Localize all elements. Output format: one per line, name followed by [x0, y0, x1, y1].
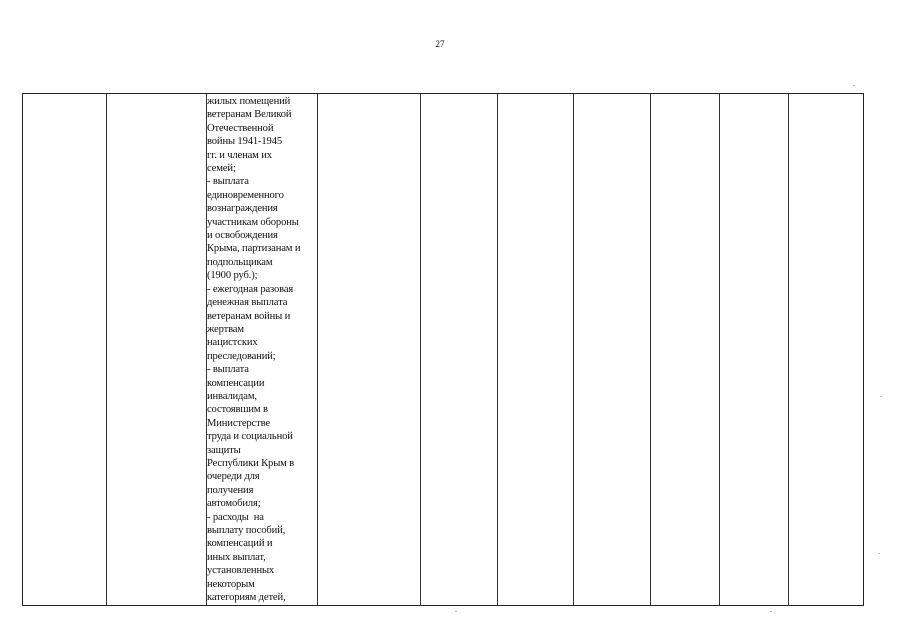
- cell-text-line: состоявшим в: [207, 404, 268, 416]
- data-table: [22, 93, 864, 606]
- column-divider-3: [317, 94, 318, 605]
- cell-text-line: - расходы на: [207, 511, 264, 523]
- column-divider-9: [788, 94, 789, 605]
- cell-text-line: участникам обороны: [207, 216, 299, 228]
- cell-text-line: Министерстве: [207, 417, 270, 429]
- cell-text-line: вознаграждения: [207, 203, 278, 215]
- cell-text-line: единовременного: [207, 189, 284, 201]
- column-divider-7: [650, 94, 651, 605]
- scan-speck: [455, 611, 457, 612]
- scan-speck: [853, 85, 855, 86]
- cell-text-line: нацистских: [207, 337, 258, 349]
- cell-text-line: и освобождения: [207, 230, 278, 242]
- cell-text-line: (1900 руб.);: [207, 270, 258, 282]
- cell-text-line: автомобиля;: [207, 498, 261, 510]
- cell-text-line: гг. и членам их: [207, 149, 272, 161]
- cell-text-line: очереди для: [207, 471, 260, 483]
- cell-text-line: некоторым: [207, 578, 255, 590]
- column-divider-4: [420, 94, 421, 605]
- cell-text-line: жертвам: [207, 323, 244, 335]
- cell-text-line: категориям детей,: [207, 592, 286, 604]
- cell-text-line: подпольщикам: [207, 256, 273, 268]
- cell-text-line: семей;: [207, 163, 236, 175]
- cell-text-line: иных выплат,: [207, 551, 266, 563]
- cell-text-line: Республики Крым в: [207, 457, 295, 469]
- cell-text-line: - выплата: [207, 176, 249, 188]
- cell-text-line: ветеранам Великой: [207, 109, 292, 121]
- cell-text-line: денежная выплата: [207, 297, 288, 309]
- cell-text-line: защиты: [207, 444, 241, 456]
- scan-speck: [880, 396, 882, 397]
- cell-text-line: установленных: [207, 565, 275, 577]
- cell-text-line: компенсации: [207, 377, 265, 389]
- column-divider-1: [106, 94, 107, 605]
- cell-text-line: жилых помещений: [207, 96, 291, 107]
- cell-text-line: - выплата: [207, 364, 249, 376]
- scan-speck: [878, 553, 880, 554]
- column-divider-8: [719, 94, 720, 605]
- cell-text-line: компенсаций и: [207, 538, 273, 550]
- cell-text-line: войны 1941-1945: [207, 136, 282, 148]
- cell-text-line: труда и социальной: [207, 431, 293, 443]
- cell-text-line: - ежегодная разовая: [207, 283, 294, 295]
- column-divider-6: [573, 94, 574, 605]
- cell-text-line: ветеранам войны и: [207, 310, 291, 322]
- column-divider-5: [497, 94, 498, 605]
- table-cell-text: [207, 95, 317, 605]
- scan-speck: [770, 611, 772, 612]
- cell-text-line: получения: [207, 484, 254, 496]
- page-number: 27: [435, 39, 445, 49]
- cell-text-line: инвалидам,: [207, 390, 257, 402]
- cell-text-line: преследований;: [207, 350, 276, 362]
- cell-text-line: выплату пособий,: [207, 525, 286, 536]
- cell-text-line: Отечественной: [207, 122, 274, 134]
- cell-text-line: Крыма, партизанам и: [207, 243, 301, 255]
